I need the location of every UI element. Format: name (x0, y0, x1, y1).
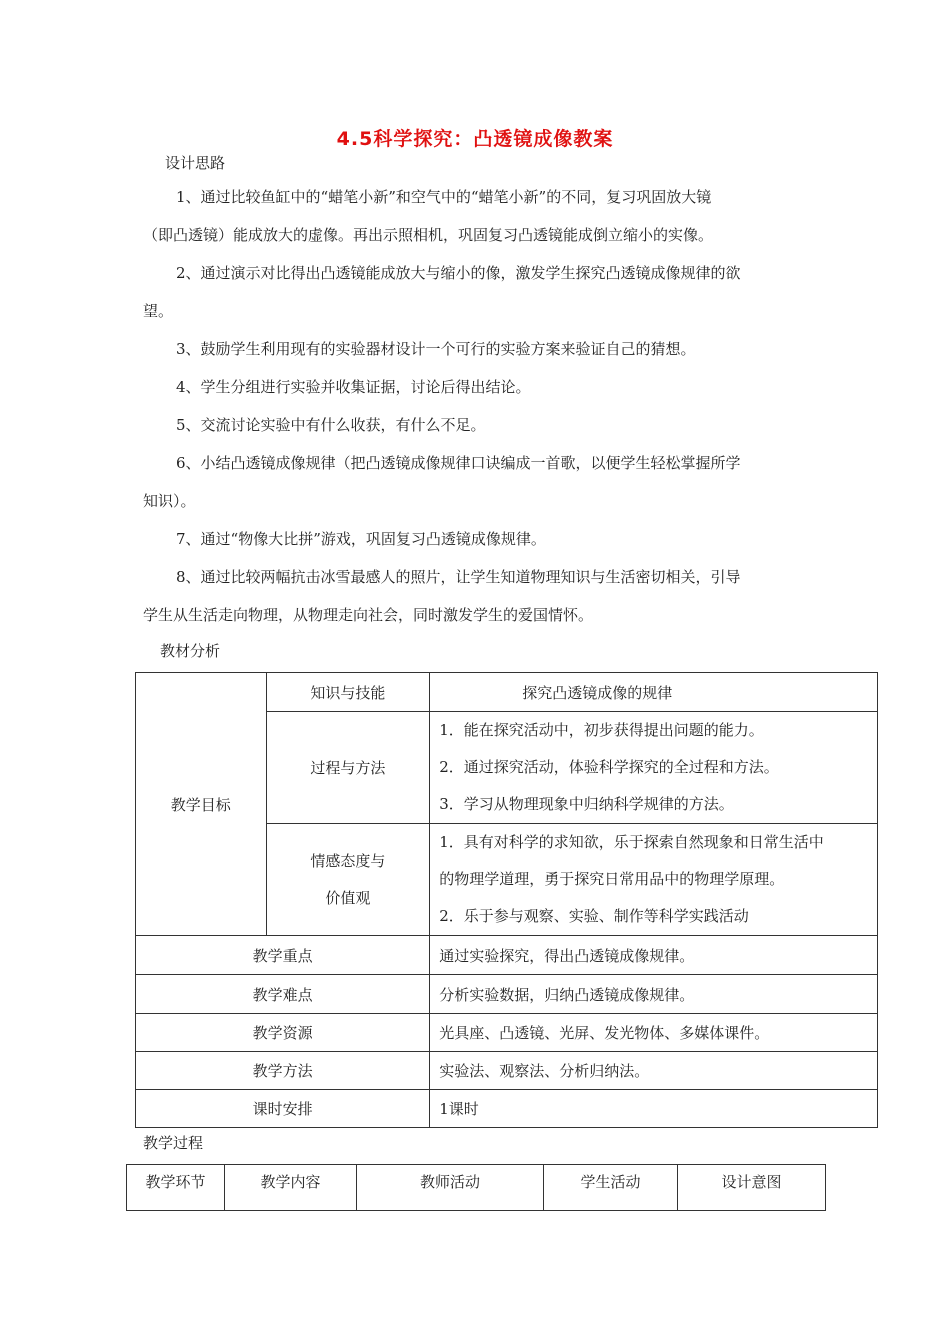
knowledge-label: 知识与技能 (266, 673, 430, 712)
paragraph-line: 望。 (143, 302, 174, 320)
paragraph-line: 8、通过比较两幅抗击冰雪最感人的照片，让学生知道物理知识与生活密切相关，引导 (176, 568, 741, 586)
paragraph-line: 4、学生分组进行实验并收集证据，讨论后得出结论。 (176, 378, 531, 396)
row-value: 实验法、观察法、分析归纳法。 (430, 1052, 878, 1090)
paragraph-line: 3、鼓励学生利用现有的实验器材设计一个可行的实验方案来验证自己的猜想。 (176, 340, 696, 358)
knowledge-value: 探究凸透镜成像的规律 (430, 673, 878, 712)
process-table (126, 1164, 826, 1211)
row-label: 课时安排 (136, 1090, 430, 1128)
emotion-label-line: 情感态度与 (310, 851, 386, 870)
process-table-header: 教师活动 (357, 1165, 544, 1211)
document-title: 4.5科学探究：凸透镜成像教案 (336, 128, 614, 150)
emotion-item: 2．乐于参与观察、实验、制作等科学实践活动 (439, 907, 749, 925)
row-label: 教学难点 (136, 975, 430, 1014)
process-table-header: 设计意图 (678, 1165, 826, 1211)
paragraph-line: （即凸透镜）能成放大的虚像。再出示照相机，巩固复习凸透镜能成倒立缩小的实像。 (143, 226, 714, 244)
process-heading: 教学过程 (143, 1134, 204, 1152)
row-value: 分析实验数据，归纳凸透镜成像规律。 (430, 975, 878, 1014)
paragraph-line: 6、小结凸透镜成像规律（把凸透镜成像规律口诀编成一首歌，以便学生轻松掌握所学 (176, 454, 741, 472)
process-label: 过程与方法 (266, 712, 430, 824)
analysis-heading: 教材分析 (160, 642, 221, 660)
row-value: 1课时 (430, 1090, 878, 1128)
process-table-header: 教学环节 (127, 1165, 225, 1211)
process-table-header: 教学内容 (225, 1165, 357, 1211)
row-label: 教学重点 (136, 936, 430, 975)
row-value: 通过实验探究，得出凸透镜成像规律。 (430, 936, 878, 975)
emotion-label-line: 价值观 (325, 888, 371, 907)
emotion-item: 1．具有对科学的求知欲，乐于探索自然现象和日常生活中 (439, 833, 824, 851)
emotion-label (266, 824, 430, 936)
process-item: 2．通过探究活动，体验科学探究的全过程和方法。 (439, 758, 779, 776)
design-paragraphs (143, 178, 833, 634)
paragraph-line: 知识）。 (143, 492, 196, 510)
design-heading: 设计思路 (165, 154, 226, 172)
analysis-table (135, 672, 878, 1128)
paragraph-line: 学生从生活走向物理，从物理走向社会，同时激发学生的爱国情怀。 (143, 606, 594, 624)
paragraph-line: 1、通过比较鱼缸中的“蜡笔小新”和空气中的“蜡笔小新”的不同，复习巩固放大镜 (176, 188, 712, 206)
paragraph-line: 7、通过“物像大比拼”游戏，巩固复习凸透镜成像规律。 (176, 530, 546, 548)
paragraph-line: 2、通过演示对比得出凸透镜能成放大与缩小的像，激发学生探究凸透镜成像规律的欲 (176, 264, 741, 282)
emotion-item: 的物理学道理，勇于探究日常用品中的物理学原理。 (439, 870, 785, 888)
process-items (430, 712, 878, 824)
goal-label: 教学目标 (136, 673, 267, 936)
row-label: 教学资源 (136, 1014, 430, 1052)
paragraph-line: 5、交流讨论实验中有什么收获，有什么不足。 (176, 416, 486, 434)
process-item: 1．能在探究活动中，初步获得提出问题的能力。 (439, 721, 764, 739)
process-table-header: 学生活动 (544, 1165, 678, 1211)
row-value: 光具座、凸透镜、光屏、发光物体、多媒体课件。 (430, 1014, 878, 1052)
emotion-items (430, 824, 878, 936)
row-label: 教学方法 (136, 1052, 430, 1090)
process-item: 3．学习从物理现象中归纳科学规律的方法。 (439, 795, 734, 813)
